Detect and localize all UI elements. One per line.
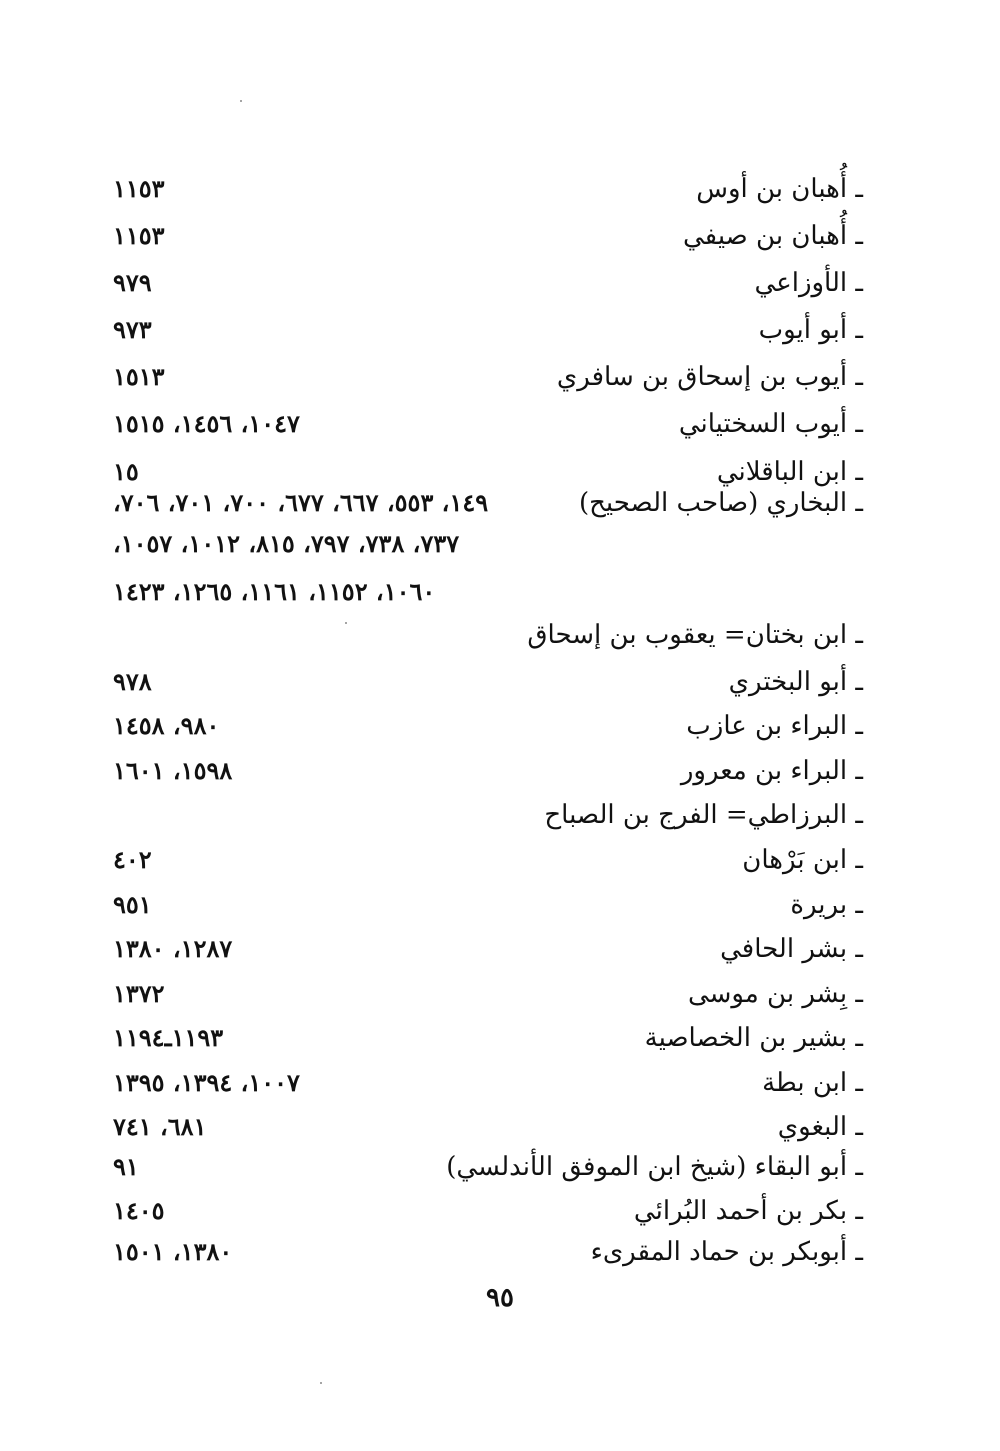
- entry-name: ـ بشر الحافي: [720, 934, 863, 964]
- entry-name: ـ البراء بن عازب: [686, 711, 863, 741]
- entry-pages: ٦٨١، ٧٤١: [113, 1112, 207, 1141]
- index-entry: [0, 659, 1000, 705]
- index-entry: [0, 354, 1000, 400]
- index-entry: [0, 260, 1000, 306]
- entry-name: ـ أيوب السختياني: [678, 409, 863, 439]
- entry-name: ـ أبوبكر بن حماد المقرىء: [590, 1237, 863, 1267]
- entry-name: ـ البرزاطي= الفرج بن الصباح: [544, 800, 863, 830]
- entry-pages: ١١٩٣ـ١١٩٤: [113, 1023, 224, 1052]
- entry-name: ـ ابن بطة: [762, 1068, 863, 1098]
- entry-pages: ١٠٤٧، ١٤٥٦، ١٥١٥: [113, 409, 300, 438]
- entry-name: ـ أبو البقاء (شيخ ابن الموفق الأندلسي): [446, 1152, 863, 1182]
- entry-pages: ٩٧٨: [113, 667, 152, 696]
- entry-pages-continued: ١٠٦٠، ١١٥٢، ١١٦١، ١٢٦٥، ١٤٢٣: [113, 577, 436, 606]
- index-entry: [0, 703, 1000, 749]
- scan-speck: [345, 622, 347, 624]
- scan-speck: [320, 1382, 322, 1384]
- entry-name: ـ أيوب بن إسحاق بن سافري: [556, 362, 863, 392]
- index-entry: [0, 166, 1000, 212]
- entry-pages: ١١٥٣: [113, 174, 165, 203]
- index-entry: [0, 1060, 1000, 1106]
- index-entry: [0, 1144, 1000, 1190]
- index-entry: [0, 882, 1000, 928]
- index-entry: [0, 792, 1000, 838]
- entry-pages: ٩٨٠، ١٤٥٨: [113, 711, 220, 740]
- entry-name: ـ بريرة: [790, 890, 863, 920]
- entry-pages: ١٣٨٠، ١٥٠١: [113, 1237, 233, 1266]
- index-entry: [0, 1188, 1000, 1234]
- index-entry: [0, 480, 1000, 526]
- entry-name: ـ البراء بن معرور: [680, 756, 863, 786]
- entry-name: ـ الأوزاعي: [754, 268, 863, 298]
- entry-pages: ١٥٩٨، ١٦٠١: [113, 756, 233, 785]
- index-entry: [0, 926, 1000, 972]
- entry-pages: ١٢٨٧، ١٣٨٠: [113, 934, 233, 963]
- index-entry: [0, 401, 1000, 447]
- scan-speck: [240, 100, 242, 102]
- entry-name: ـ ابن الباقلاني: [716, 457, 863, 487]
- entry-pages: ٩٥١: [113, 890, 152, 919]
- entry-name: ـ بكر بن أحمد البُرائي: [633, 1196, 863, 1226]
- entry-name: ـ أبو البختري: [728, 667, 863, 697]
- index-entry: [0, 748, 1000, 794]
- index-entry: [0, 971, 1000, 1017]
- index-entry: [0, 213, 1000, 259]
- entry-name: ـ البخاري (صاحب الصحيح): [578, 488, 863, 518]
- entry-name: ـ أُهبان بن صيفي: [683, 221, 863, 251]
- entry-pages: ٩٧٣: [113, 315, 152, 344]
- entry-pages: ١٥: [113, 457, 139, 486]
- entry-pages: ١٣٧٢: [113, 979, 165, 1008]
- entry-pages: ١٤٠٥: [113, 1196, 165, 1225]
- entry-pages: ١١٥٣: [113, 221, 165, 250]
- entry-name: ـ أبو أيوب: [758, 315, 863, 345]
- entry-pages: ١٥١٣: [113, 362, 165, 391]
- index-entry: [0, 837, 1000, 883]
- index-entry: [0, 1229, 1000, 1275]
- entry-pages: ١٤٩، ٥٥٣، ٦٦٧، ٦٧٧، ٧٠٠، ٧٠١، ٧٠٦،: [113, 488, 489, 517]
- page-number: ٩٥: [486, 1283, 514, 1313]
- entry-pages: ٤٠٢: [113, 845, 152, 874]
- entry-name: ـ ابن بختان= يعقوب بن إسحاق: [527, 620, 863, 650]
- index-entry: [0, 612, 1000, 658]
- entry-name: ـ أُهبان بن أوس: [696, 174, 863, 204]
- entry-pages: ٩١: [113, 1152, 139, 1181]
- entry-name: ـ بِشر بن موسى: [687, 979, 863, 1009]
- entry-pages: ٩٧٩: [113, 268, 152, 297]
- entry-name: ـ ابن بَرْهان: [742, 845, 863, 875]
- entry-pages: ١٠٠٧، ١٣٩٤، ١٣٩٥: [113, 1068, 300, 1097]
- index-entry: [0, 1015, 1000, 1061]
- entry-name: ـ بشير بن الخصاصية: [644, 1023, 863, 1053]
- entry-name: ـ البغوي: [777, 1112, 863, 1142]
- index-entry: [0, 307, 1000, 353]
- entry-pages-continued: ٧٣٧، ٧٣٨، ٧٩٧، ٨١٥، ١٠١٢، ١٠٥٧،: [113, 529, 460, 558]
